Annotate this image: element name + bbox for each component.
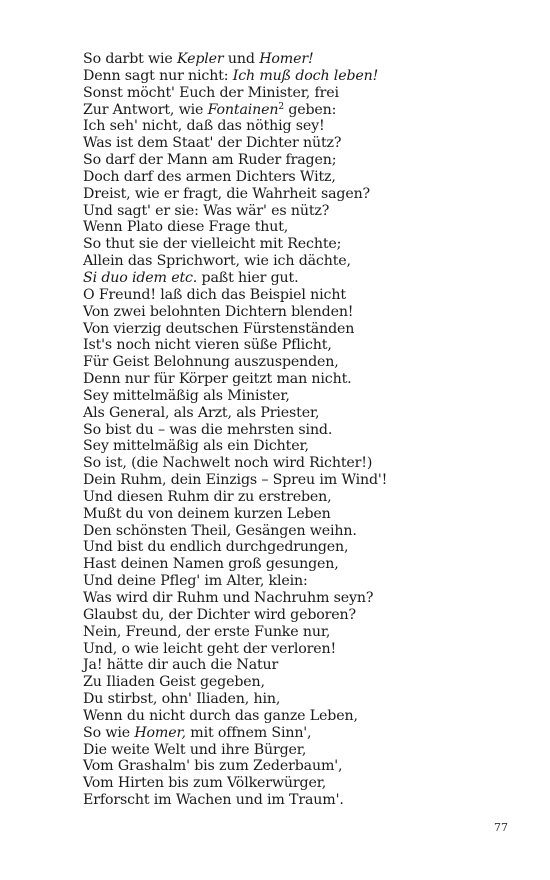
line-text: Und diesen Ruhm dir zu erstreben, [83, 488, 332, 505]
poem-line [83, 236, 523, 253]
line-text: Wenn du nicht durch das ganze Leben, [83, 707, 358, 724]
poem-line [83, 253, 523, 270]
line-text: Sey mittelmäßig als Minister, [83, 387, 290, 404]
line-text: Von zwei belohnten Dichtern blenden! [83, 303, 354, 320]
line-text: Vom Hirten bis zum Völkerwürger, [83, 775, 327, 792]
line-text: Glaubst du, der Dichter wird geboren? [83, 606, 356, 623]
line-text: und [223, 51, 260, 67]
line-text: So ist, (die Nachwelt noch wird Richter!) [83, 455, 373, 472]
line-text: Dein Ruhm, dein Einzigs – Spreu im Wind'! [83, 472, 388, 489]
poem-line [83, 674, 523, 691]
page-number: 77 [494, 821, 508, 834]
poem-line [83, 135, 523, 152]
poem-line [83, 85, 523, 102]
poem-line [83, 624, 523, 641]
line-text: Von vierzig deutschen Fürstenständen [83, 320, 355, 337]
line-text: Und bist du endlich durchgedrungen, [83, 539, 349, 556]
poem-line [83, 337, 523, 354]
poem-line [83, 523, 523, 540]
line-text: Die weite Welt und ihre Bürger, [83, 741, 307, 758]
poem-line [83, 489, 523, 506]
italic-text: Homer! [259, 51, 314, 67]
line-text: Vom Grashalm' bis zum Zederbaum', [83, 758, 343, 775]
poem-line [83, 438, 523, 455]
line-text: Sey mittelmäßig als ein Dichter, [83, 438, 309, 455]
poem-line [83, 573, 523, 590]
poem-line [83, 758, 523, 775]
poem-line [83, 590, 523, 607]
poem-line [83, 169, 523, 186]
poem-line [83, 68, 523, 85]
italic-text: Homer, [134, 724, 186, 741]
line-text: Denn nur für Körper geitzt man nicht. [83, 371, 352, 388]
poem-line [83, 152, 523, 169]
poem-line [83, 371, 523, 388]
poem-line [83, 422, 523, 439]
line-text: geben: [283, 101, 337, 118]
line-text: Du stirbst, ohn' Iliaden, hin, [83, 691, 281, 708]
poem-line [83, 455, 523, 472]
poem-line [83, 321, 523, 338]
line-text: Nein, Freund, der erste Funke nur, [83, 623, 331, 640]
line-text: Doch darf des armen Dichters Witz, [83, 168, 336, 185]
poem-line [83, 118, 523, 135]
poem-line [83, 539, 523, 556]
italic-text: Fontainen [207, 101, 279, 118]
poem-line [83, 102, 523, 119]
poem-line [83, 742, 523, 759]
line-text: Den schönsten Theil, Gesängen weihn. [83, 522, 357, 539]
poem-line [83, 51, 523, 68]
footnote-marker: 2 [278, 101, 284, 112]
line-text: So bist du – was die mehrsten sind. [83, 421, 333, 438]
line-text: Wenn Plato diese Frage thut, [83, 219, 289, 236]
poem-line [83, 556, 523, 573]
poem-line [83, 506, 523, 523]
line-text: Und, o wie leicht geht der verloren! [83, 640, 337, 657]
line-text: Was wird dir Ruhm und Nachruhm seyn? [83, 590, 374, 606]
poem-line [83, 388, 523, 405]
line-text: Für Geist Belohnung auszuspenden, [83, 354, 339, 371]
line-text: Und sagt' er sie: Was wär' es nütz? [83, 202, 330, 219]
line-text: Was ist dem Staat' der Dichter nütz? [83, 135, 342, 152]
line-text: Sonst möcht' Euch der Minister, frei [83, 84, 339, 101]
line-text: Allein das Sprichwort, wie ich dächte, [83, 253, 351, 270]
line-text: Ist's noch nicht vieren süße Pflicht, [83, 337, 332, 354]
line-text: O Freund! laß dich das Beispiel nicht [83, 286, 346, 303]
line-text: So wie [83, 724, 135, 741]
italic-text: Kepler [177, 51, 224, 67]
poem-line [83, 725, 523, 742]
line-text: Erforscht im Wachen und im Traum'. [83, 792, 344, 809]
poem-line [83, 354, 523, 371]
line-text: So darbt wie [83, 51, 178, 67]
line-text: paßt hier gut. [197, 269, 299, 286]
line-text: Hast deinen Namen groß gesungen, [83, 556, 339, 573]
poem-line [83, 792, 523, 809]
poem-line [83, 270, 523, 287]
poem-line [83, 186, 523, 203]
poem-line [83, 287, 523, 304]
poem-line [83, 657, 523, 674]
poem-line [83, 219, 523, 236]
poem-line [83, 203, 523, 220]
line-text: Zu Iliaden Geist gegeben, [83, 674, 265, 691]
line-text: Dreist, wie er fragt, die Wahrheit sagen? [83, 185, 371, 202]
poem-line [83, 708, 523, 725]
poem-line [83, 405, 523, 422]
line-text: Ich seh' nicht, daß das nöthig sey! [83, 118, 325, 135]
line-text: So thut sie der vielleicht mit Rechte; [83, 236, 342, 253]
poem-line [83, 472, 523, 489]
poem-line [83, 607, 523, 624]
line-text: Als General, als Arzt, als Priester, [83, 404, 320, 421]
line-text: Und deine Pfleg' im Alter, klein: [83, 573, 308, 590]
line-text: Ja! hätte dir auch die Natur [83, 657, 279, 674]
italic-text: Ich muß doch leben! [232, 67, 379, 84]
italic-text: Si duo idem etc. [83, 269, 198, 286]
line-text: Mußt du von deinem kurzen Leben [83, 505, 331, 522]
poem-line [83, 691, 523, 708]
line-text: So darf der Mann am Ruder fragen; [83, 152, 337, 169]
line-text: mit offnem Sinn', [185, 724, 312, 741]
poem-line [83, 641, 523, 658]
poem-text [83, 51, 523, 809]
poem-line [83, 304, 523, 321]
poem-line [83, 775, 523, 792]
line-text: Zur Antwort, wie [83, 101, 208, 118]
line-text: Denn sagt nur nicht: [83, 67, 233, 84]
